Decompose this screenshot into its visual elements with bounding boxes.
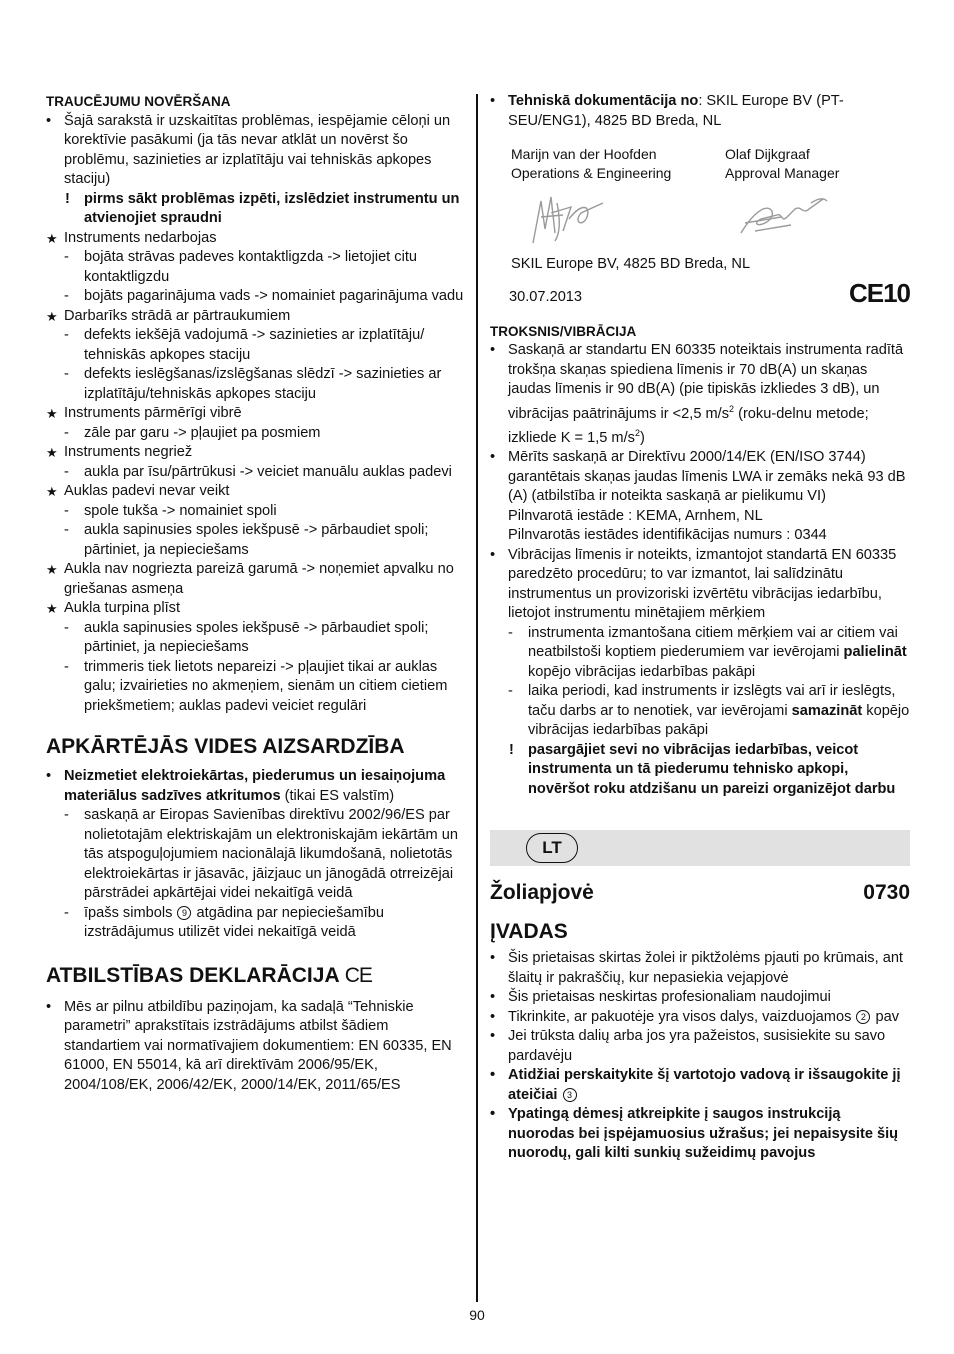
problem-item [46, 229, 464, 249]
problem-cause: - aukla sapinusies spoles iekšpusē -> pārbaudiet spoli; pārtiniet, ja nepieciešams [64, 522, 429, 558]
lt-bullet-4: • Jei trūksta dalių arba jos yra pažeistos, susisiekite su savo pardavėju [490, 1028, 886, 1064]
problem-title: Instruments nedarbojas [64, 229, 217, 246]
problem-item [46, 404, 464, 424]
intro-heading: ĮVADAS [490, 920, 568, 944]
problem-title: Instruments pārmērīgi vibrē [64, 405, 242, 421]
signer-2-title: Approval Manager [725, 165, 840, 181]
language-bar [490, 830, 910, 866]
vibration-sub-2: - laika periodi, kad instruments ir izslēgts vai arī ir ieslēgts, taču darbs ar to nenotiek, var ievērojami samazināt kopējo vibrācijas iedarbības pakāpi [508, 683, 910, 739]
lt-bullet-2: • Šis prietaisas neskirtas profesionaliam naudojimui [490, 989, 831, 1006]
ref-number-icon: 2 [856, 1010, 870, 1024]
company-address: SKIL Europe BV, 4825 BD Breda, NL [511, 256, 751, 272]
lt-bullet-6: • Ypatingą dėmesį atkreipkite į saugos instrukciją nuorodas bei įspėjamuosius užrašus; jei nepaisysite šių nuorodų, gali kilti sunkių sužeidimų pavojus [490, 1106, 899, 1162]
star-icon: ★ [46, 601, 58, 616]
trouble-warning: ! pirms sākt problēmas izpēti, izslēdziet instrumentu un atvienojiet spraudni [65, 190, 460, 226]
problem-item [46, 599, 464, 619]
star-icon: ★ [46, 484, 58, 499]
troubleshooting-heading: TRAUCĒJUMU NOVĒRŠANA [46, 94, 231, 109]
declaration-heading: ATBILSTĪBAS DEKLARĀCIJA CE [46, 963, 372, 987]
product-title [490, 880, 910, 906]
signer-1-title: Operations & Engineering [511, 165, 672, 181]
ref-number-icon: 3 [563, 1088, 577, 1102]
problem-cause: - bojāta strāvas padeves kontaktligzda -> lietojiet citu kontaktligzdu [64, 249, 418, 285]
noise-bullet-3: • Vibrācijas līmenis ir noteikts, izmantojot standartā EN 60335 paredzēto procedūru; to var izmantot, lai salīdzinātu instrumentus un provizoriski izvērtētu vibrācijas iedarbību, lietojot instrumentu minētajiem mērķiem [490, 546, 897, 622]
declaration-text: • Mēs ar pilnu atbildību paziņojam, ka sadaļā “Tehniskie parametri” aprakstītais izstrādājums atbilst šādiem standartiem vai normatīvajiem dokumentiem: EN 60335, EN 61000, EN 55014, kā arī direktīvām 2006/95/EK, 2004/108/EK, 2006/42/EK, 2000/14/EK, 2011/65/ES [46, 998, 452, 1093]
noise-bullet-2: • Mērīts saskaņā ar Direktīvu 2000/14/EK (EN/ISO 3744) garantētais skaņas jaudas līmenis LWA ir zemāks nekā 93 dB (A) (atbilstība ir noteikta saskaņā ar pielikumu VI) Pilnvarotā iestāde : KEMA, Arnhem, NL Pilnvarotās iestādes identifikācijas numurs : 0344 [490, 449, 906, 544]
left-column [46, 92, 464, 1095]
environment-bullet: • Neizmetiet elektroiekārtas, piederumus un iesaiņojuma materiālus sadzīves atkritumos (tikai ES valstīm) [46, 768, 446, 804]
ce-mark-icon: CE [344, 963, 372, 987]
problem-title: Aukla turpina plīst [64, 600, 181, 616]
page-number: 90 [469, 1307, 485, 1323]
date: 30.07.2013 [509, 288, 583, 305]
problem-cause: - spole tukša -> nomainiet spoli [64, 502, 277, 519]
trouble-intro: • Šajā sarakstā ir uzskaitītas problēmas, iespējamie cēloņi un korektīvie pasākumi (ja tās nevar atklāt un novērst šo problēmu, sazinieties ar izplatītāju vai tehniskās apkopes staciju) [46, 112, 451, 187]
noise-bullet-1: • Saskaņā ar standartu EN 60335 noteiktais instrumenta radītā trokšņa skaņas spiediena līmenis ir 70 dB(A) un skaņas jaudas līmenis ir 90 dB(A) (pie tipiskās izkliedes 3 dB), un vibrācijas paātrinājums ir <2,5 $m/s^2$ (roku-delnu metode; izkliede K = 1,5 $m/s^2$) [490, 342, 904, 446]
star-icon: ★ [46, 308, 58, 324]
problem-title: Auklas padevi nevar veikt [64, 483, 230, 499]
environment-heading: APKĀRTĒJĀS VIDES AIZSARDZĪBA [46, 735, 405, 758]
signatories [511, 145, 910, 183]
signature-1 [533, 197, 603, 243]
signer-1-name: Marijn van der Hoofden [511, 146, 657, 162]
problem-cause: - defekts iekšējā vadojumā -> sazinieties ar izplatītāju/ tehniskās apkopes staciju [64, 327, 425, 363]
problem-cause: - trimmeris tiek lietots nepareizi -> pļaujiet tikai ar auklas galu; izvairieties no akmeņiem, sienām un citiem cietiem priekšmetiem; auklas padevi veiciet regulāri [64, 658, 448, 714]
problem-cause: - zāle par garu -> pļaujiet pa posmiem [64, 424, 321, 441]
problem-item [46, 560, 464, 599]
tech-doc-line: • Tehniskā dokumentācija no: SKIL Europe BV (PT-SEU/ENG1), 4825 BD Breda, NL [490, 93, 844, 129]
column-divider [476, 94, 478, 1302]
problem-title: Darbarīks strādā ar pārtraukumiem [64, 307, 291, 324]
date-row [509, 277, 910, 310]
problem-list [46, 229, 464, 717]
star-icon: ★ [46, 562, 58, 577]
problem-cause: - bojāts pagarinājuma vads -> nomainiet pagarinājuma vadu [64, 288, 464, 304]
problem-title: Instruments negriež [64, 444, 193, 460]
signer-2-name: Olaf Dijkgraaf [725, 146, 810, 162]
star-icon: ★ [46, 445, 58, 460]
environment-sub-2: - īpašs simbols 9 atgādina par nepieciešamību izstrādājumus utilizēt videi nekaitīgā veidā [64, 904, 384, 940]
lt-bullet-1: • Šis prietaisas skirtas žolei ir piktžolėms pjauti po krūmais, ant šlaitų ir pakraščių, kur nepasiekia vejapjovė [490, 950, 903, 986]
vibration-warning: ! pasargājiet sevi no vibrācijas iedarbības, veicot instrumenta un tā piederumu tehnisko apkopi, novēršot roku atdzišanu un pareizi organizējot darbu [509, 741, 896, 797]
language-badge: LT [526, 833, 578, 863]
lt-bullet-5: • Atidžiai perskaitykite šį vartotojo vadovą ir išsaugokite jį ateičiai 3 [490, 1067, 901, 1103]
product-code: 0730 [863, 881, 910, 905]
noise-heading: TROKSNIS/VIBRĀCIJA [490, 323, 637, 339]
star-icon: ★ [46, 230, 58, 246]
environment-sub-1: - saskaņā ar Eiropas Savienības direktīvu 2002/96/ES par nolietotajām elektriskajām un elektroniskajām iekārtām un tās atspoguļojumiem nacionālajā likumdošanā, nolietotās elektroiekārtas ir jāsavāc, jāizjauc un jānogādā otrreizējai pārstrādei apkārtējai videi nekaitīgā veidā [64, 807, 458, 901]
problem-title: Aukla nav nogriezta pareizā garumā -> noņemiet apvalku no griešanas asmeņa [64, 561, 454, 597]
product-name: Žoliapjovė [490, 881, 594, 905]
problem-item [46, 443, 464, 463]
problem-cause: - aukla sapinusies spoles iekšpusē -> pārbaudiet spoli; pārtiniet, ja nepieciešams [64, 619, 429, 655]
problem-item [46, 307, 464, 327]
problem-cause: - defekts ieslēgšanas/izslēgšanas slēdzī -> sazinieties ar izplatītāju/tehniskās apkopes staciju [64, 366, 442, 402]
vibration-sub-1: - instrumenta izmantošana citiem mērķiem vai ar citiem vai neatbilstoši koptiem piederumiem var ievērojami palielināt kopējo vibrācijas iedarbības pakāpi [508, 624, 907, 680]
ce-10-mark-icon: CE10 [848, 277, 910, 308]
problem-item [46, 482, 464, 502]
star-icon: ★ [46, 406, 58, 421]
signature-images [511, 183, 911, 255]
problem-cause: - aukla par īsu/pārtrūkusi -> veiciet manuālu auklas padevi [64, 463, 452, 480]
right-column [490, 92, 910, 1164]
signatures [511, 183, 910, 255]
ref-number-icon: 9 [177, 906, 191, 920]
lt-bullet-3: • Tikrinkite, ar pakuotėje yra visos dalys, vaizduojamos 2 pav [490, 1008, 900, 1025]
signature-2 [741, 199, 827, 233]
